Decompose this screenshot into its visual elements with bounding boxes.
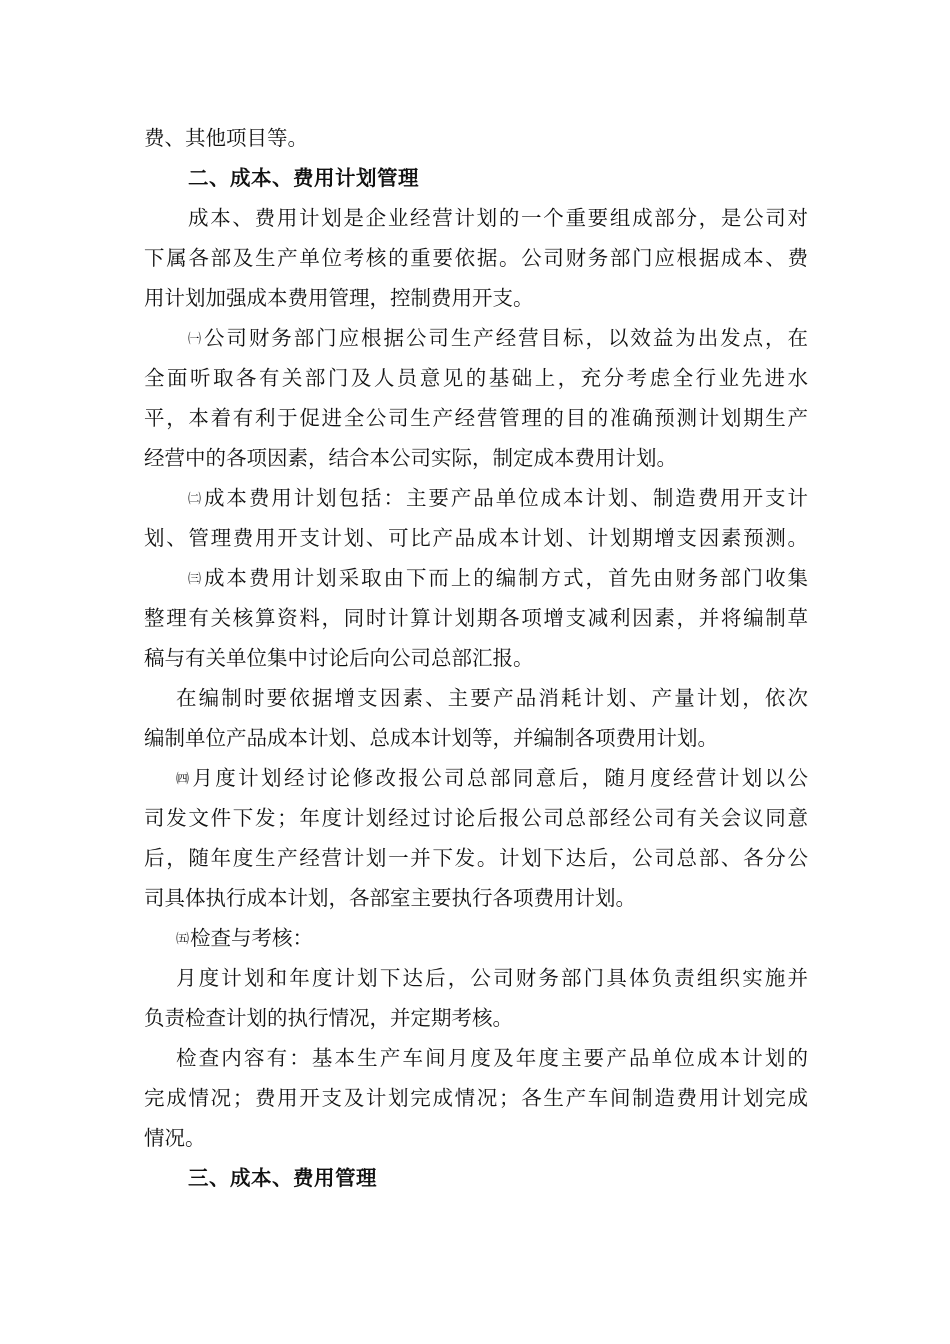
paragraph-line: 司发文件下发；年度计划经过讨论后报公司总部经公司有关会议同意 bbox=[144, 806, 808, 830]
paragraph-line: 情况。 bbox=[144, 1126, 206, 1150]
paragraph-text: 月度计划经讨论修改报公司总部同意后，随月度经营计划以公 bbox=[192, 766, 808, 790]
list-item-line bbox=[188, 318, 808, 358]
paragraph-line: 编制单位产品成本计划、总成本计划等，并编制各项费用计划。 bbox=[144, 726, 718, 750]
paragraph-line: 下属各部及生产单位考核的重要依据。公司财务部门应根据成本、费 bbox=[144, 246, 808, 270]
section-heading: 三、成本、费用管理 bbox=[188, 1166, 377, 1190]
paragraph-line: 成本、费用计划是企业经营计划的一个重要组成部分，是公司对 bbox=[188, 206, 808, 230]
paragraph-line: 完成情况；费用开支及计划完成情况；各生产车间制造费用计划完成 bbox=[144, 1086, 808, 1110]
paragraph-text: 成本费用计划包括：主要产品单位成本计划、制造费用开支计 bbox=[203, 486, 808, 510]
list-item-line bbox=[176, 918, 808, 958]
paragraph-line: 划、管理费用开支计划、可比产品成本计划、计划期增支因素预测。 bbox=[144, 526, 808, 550]
list-marker: ㈣ bbox=[176, 772, 192, 787]
paragraph-line: 后，随年度生产经营计划一并下发。计划下达后，公司总部、各分公 bbox=[144, 846, 808, 870]
list-marker: ㈢ bbox=[188, 572, 203, 587]
paragraph-line: 月度计划和年度计划下达后，公司财务部门具体负责组织实施并 bbox=[176, 966, 808, 990]
paragraph-line: 费、其他项目等。 bbox=[144, 126, 308, 150]
list-item-line bbox=[188, 558, 808, 598]
section-heading: 二、成本、费用计划管理 bbox=[188, 166, 419, 190]
list-marker: ㈡ bbox=[188, 492, 203, 507]
paragraph-line: 经营中的各项因素，结合本公司实际，制定成本费用计划。 bbox=[144, 446, 677, 470]
paragraph-line: 在编制时要依据增支因素、主要产品消耗计划、产量计划，依次 bbox=[176, 686, 808, 710]
list-marker: ㈤ bbox=[176, 932, 190, 947]
paragraph-text: 成本费用计划采取由下而上的编制方式，首先由财务部门收集 bbox=[203, 566, 808, 590]
paragraph-line: 稿与有关单位集中讨论后向公司总部汇报。 bbox=[144, 646, 534, 670]
paragraph-text: 公司财务部门应根据公司生产经营目标，以效益为出发点，在 bbox=[203, 326, 808, 350]
list-marker: ㈠ bbox=[188, 332, 203, 347]
paragraph-line: 平，本着有利于促进全公司生产经营管理的目的准确预测计划期生产 bbox=[144, 406, 808, 430]
paragraph-line: 用计划加强成本费用管理，控制费用开支。 bbox=[144, 286, 534, 310]
paragraph-line: 司具体执行成本计划，各部室主要执行各项费用计划。 bbox=[144, 886, 636, 910]
list-item-line bbox=[176, 758, 808, 798]
paragraph-line: 检查内容有：基本生产车间月度及年度主要产品单位成本计划的 bbox=[176, 1046, 808, 1070]
paragraph-line: 整理有关核算资料，同时计算计划期各项增支减利因素，并将编制草 bbox=[144, 606, 808, 630]
list-item-line bbox=[188, 478, 808, 518]
paragraph-line: 负责检查计划的执行情况，并定期考核。 bbox=[144, 1006, 513, 1030]
paragraph-text: 检查与考核： bbox=[190, 926, 314, 950]
paragraph-line: 全面听取各有关部门及人员意见的基础上，充分考虑全行业先进水 bbox=[144, 366, 808, 390]
